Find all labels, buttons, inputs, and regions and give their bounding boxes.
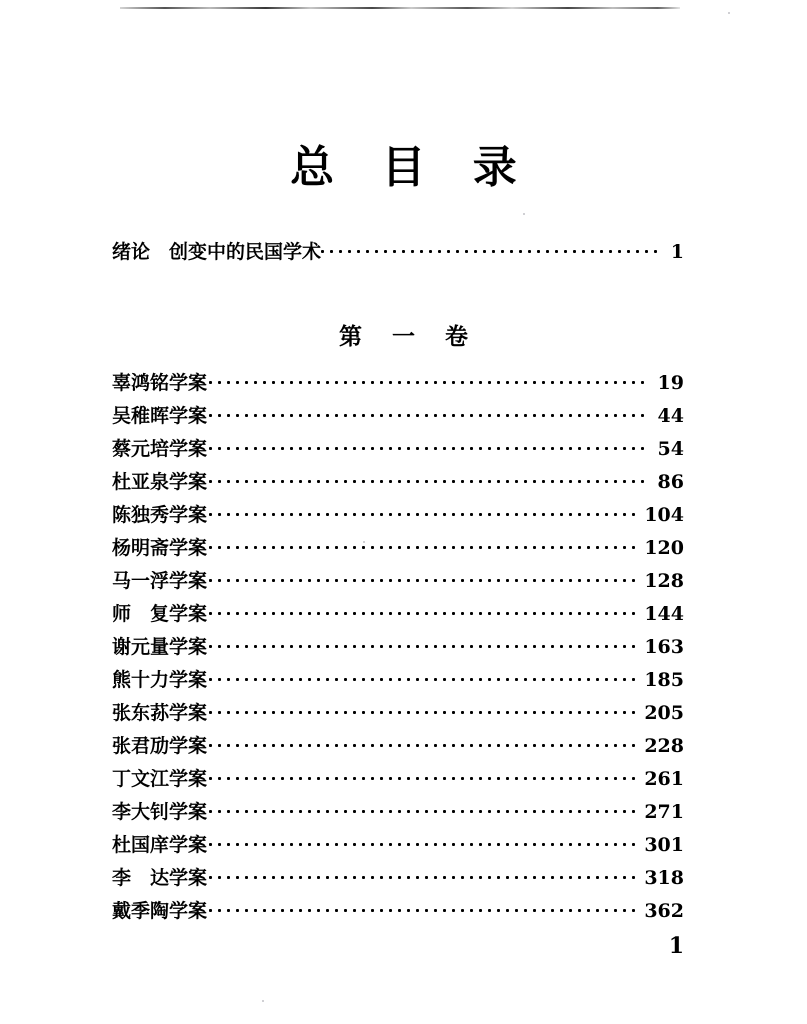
toc-entry-page-number: 104 (644, 504, 684, 526)
dot-leader (209, 831, 641, 851)
toc-entry-label: 辜鸿铭学案 (112, 372, 208, 394)
toc-entry[interactable] (112, 765, 684, 798)
toc-entry-label: 杨明斋学案 (112, 537, 208, 559)
toc-entry-page-number: 185 (644, 669, 684, 691)
toc-entry[interactable] (112, 501, 684, 534)
toc-entry[interactable] (112, 633, 684, 666)
scan-speck (262, 1000, 264, 1002)
volume-heading: 第 一 卷 (338, 324, 479, 351)
toc-entry-page-number: 228 (644, 735, 684, 757)
table-of-contents-list (112, 369, 684, 930)
toc-entry[interactable] (112, 897, 684, 930)
toc-entry[interactable] (112, 798, 684, 831)
front-matter-section (112, 238, 684, 268)
dot-leader (209, 699, 641, 719)
toc-entry-page-number: 362 (644, 900, 684, 922)
toc-entry-label: 熊十力学案 (112, 669, 208, 691)
dot-leader (209, 864, 641, 884)
toc-entry-label: 谢元量学案 (112, 636, 208, 658)
toc-entry-page-number: 128 (644, 570, 684, 592)
toc-entry[interactable] (112, 402, 684, 435)
page-title: 总 目 录 (290, 142, 533, 194)
scan-speck (728, 12, 730, 14)
toc-entry-label: 吴稚晖学案 (112, 405, 208, 427)
toc-entry[interactable] (112, 534, 684, 567)
dot-leader (209, 468, 647, 488)
dot-leader (209, 798, 641, 818)
toc-entry-label: 蔡元培学案 (112, 438, 208, 460)
toc-entry-page-number: 19 (657, 372, 684, 394)
dot-leader (209, 534, 641, 554)
toc-entry-page-number: 261 (644, 768, 684, 790)
dot-leader (209, 633, 641, 653)
toc-entry-page-number: 318 (644, 867, 684, 889)
scan-speck (523, 213, 525, 215)
dot-leader (209, 897, 641, 917)
toc-entry-page-number: 86 (657, 471, 684, 493)
toc-entry-label: 杜亚泉学案 (112, 471, 208, 493)
toc-entry-page-number: 205 (644, 702, 684, 724)
dot-leader (209, 666, 641, 686)
toc-entry[interactable] (112, 600, 684, 633)
dot-leader (209, 567, 641, 587)
toc-entry-label: 师 复学案 (112, 603, 208, 625)
dot-leader (209, 600, 641, 620)
toc-entry[interactable] (112, 666, 684, 699)
toc-entry-label: 张东荪学案 (112, 702, 208, 724)
toc-entry[interactable] (112, 468, 684, 501)
toc-entry-page-number: 144 (644, 603, 684, 625)
toc-entry-label: 绪论 创变中的民国学术 (112, 241, 322, 263)
toc-entry-label: 戴季陶学案 (112, 900, 208, 922)
dot-leader (209, 369, 647, 389)
toc-entry-introduction[interactable] (112, 238, 684, 268)
dot-leader (209, 435, 647, 455)
toc-entry-label: 杜国庠学案 (112, 834, 208, 856)
toc-entry-page-number: 1 (670, 241, 684, 263)
page-folio-number: 1 (668, 933, 684, 959)
toc-entry-page-number: 301 (644, 834, 684, 856)
toc-entry-page-number: 54 (657, 438, 684, 460)
toc-entry-label: 李 达学案 (112, 867, 208, 889)
dot-leader (209, 732, 641, 752)
toc-entry[interactable] (112, 567, 684, 600)
toc-entry[interactable] (112, 831, 684, 864)
toc-entry[interactable] (112, 699, 684, 732)
toc-entry-label: 陈独秀学案 (112, 504, 208, 526)
toc-entry[interactable] (112, 369, 684, 402)
dot-leader (209, 765, 641, 785)
toc-entry-label: 丁文江学案 (112, 768, 208, 790)
scan-artifact-rule (120, 7, 680, 9)
toc-entry[interactable] (112, 732, 684, 765)
toc-entry[interactable] (112, 435, 684, 468)
toc-entry-label: 张君劢学案 (112, 735, 208, 757)
dot-leader (321, 238, 659, 258)
toc-entry-page-number: 120 (644, 537, 684, 559)
dot-leader (209, 501, 641, 521)
dot-leader (209, 402, 647, 422)
toc-entry-page-number: 44 (657, 405, 684, 427)
toc-entry-label: 马一浮学案 (112, 570, 208, 592)
toc-entry[interactable] (112, 864, 684, 897)
toc-entry-page-number: 271 (644, 801, 684, 823)
toc-entry-page-number: 163 (644, 636, 684, 658)
toc-entry-label: 李大钊学案 (112, 801, 208, 823)
